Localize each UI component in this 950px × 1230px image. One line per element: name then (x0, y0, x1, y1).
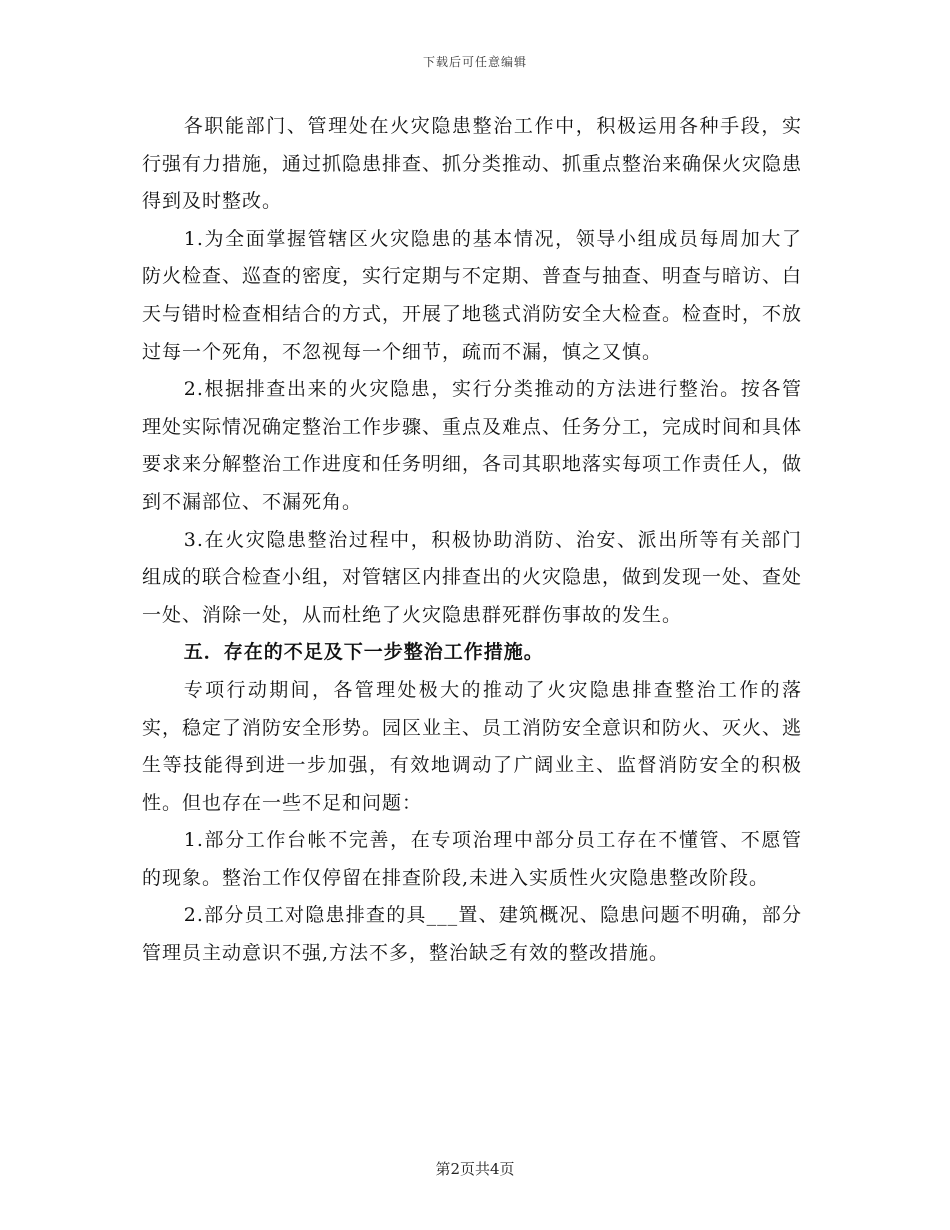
paragraph-item-2: 2.根据排查出来的火灾隐患，实行分类推动的方法进行整治。按各管理处实际情况确定整治工作步骤、重点及难点、任务分工，完成时间和具体要求来分解整治工作进度和任务明细，各司其职地落实每项工作责任人，做到不漏部位、不漏死角。 (142, 378, 803, 513)
paragraph-issue-1: 1.部分工作台帐不完善，在专项治理中部分员工存在不懂管、不愿管的现象。整治工作仅停留在排查阶段,未进入实质性火灾隐患整改阶段。 (142, 829, 802, 889)
paragraph-item-3: 3.在火灾隐患整治过程中，积极协助消防、治安、派出所等有关部门组成的联合检查小组，对管辖区内排查出的火灾隐患，做到发现一处、查处一处、消除一处，从而杜绝了火灾隐患群死群伤事故的发生。 (142, 528, 803, 626)
page-header: 下载后可任意编辑 (422, 55, 527, 69)
paragraph-summary: 专项行动期间，各管理处极大的推动了火灾隐患排查整治工作的落实，稳定了消防安全形势。园区业主、员工消防安全意识和防火、灭火、逃生等技能得到进一步加强，有效地调动了广阔业主、监督消防安全的积极性。但也存在一些不足和问题： (142, 678, 803, 814)
paragraph-item-1: 1.为全面掌握管辖区火灾隐患的基本情况，领导小组成员每周加大了防火检查、巡查的密度，实行定期与不定期、普查与抽查、明查与暗访、白天与错时检查相结合的方式，开展了地毯式消防安全大检查。检查时，不放过每一个死角，不忽视每一个细节，疏而不漏，慎之又慎。 (142, 227, 803, 363)
section-heading-5: 五．存在的不足及下一步整治工作措施。 (183, 641, 544, 664)
paragraph-intro: 各职能部门、管理处在火灾隐患整治工作中，积极运用各种手段，实行强有力措施，通过抓隐患排查、抓分类推动、抓重点整治来确保火灾隐患得到及时整改。 (142, 115, 803, 213)
document-body (142, 108, 802, 973)
page-number: 第2页共4页 (435, 1160, 515, 1178)
paragraph-issue-2: 2.部分员工对隐患排查的具___置、建筑概况、隐患问题不明确，部分管理员主动意识不强,方法不多，整治缺乏有效的整改措施。 (142, 904, 802, 965)
